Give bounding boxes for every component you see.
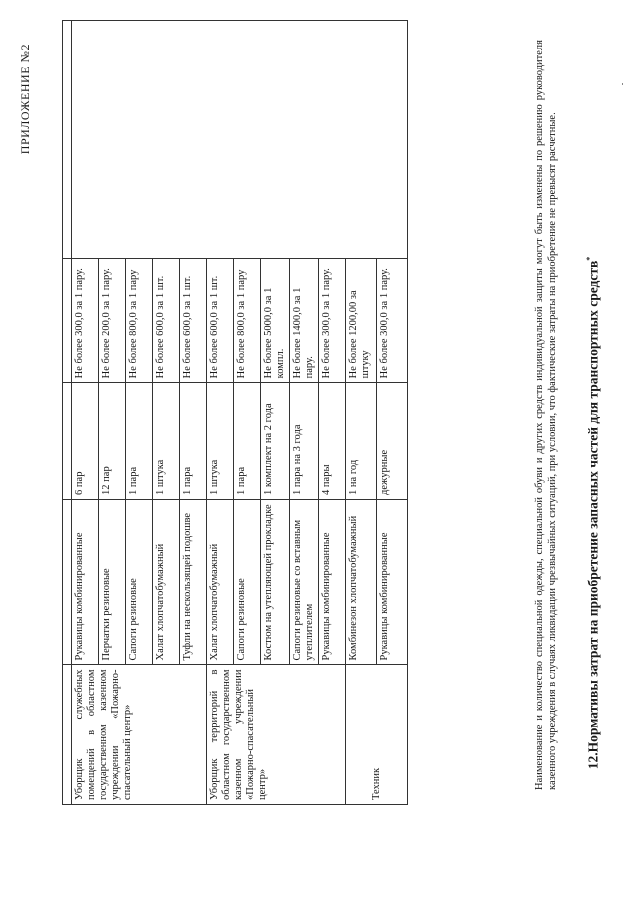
- quantity-cell: 1 пара: [126, 383, 153, 500]
- item-cell: Сапоги резиновые со вставным утеплителем: [290, 499, 319, 665]
- cost-cell: Не более 1400,0 за 1 пару.: [290, 259, 319, 383]
- item-cell: Рукавицы комбинированные: [72, 499, 99, 665]
- table-cell: [63, 21, 72, 259]
- footnote-mark: *: [585, 256, 594, 261]
- quantity-cell: 1 пара на 3 года: [290, 383, 319, 500]
- item-cell: Туфли на нескользящей подошве: [180, 499, 207, 665]
- quantity-cell: 1 штука: [153, 383, 180, 500]
- cost-cell: Не более 600,0 за 1 шт.: [180, 259, 207, 383]
- quantity-cell: 4 пары: [319, 383, 346, 500]
- empty-cell: [72, 21, 408, 259]
- footnote-text: Наименование и количество специальной одежды, специальной обуви и других средств индивидуальной защиты могут быть изменены по решению руководителя казенного учреждения в случаях ликвидации чрезвычайных ситуаций, при условии, что фактические затраты на приобретение не превысят расчетные.: [534, 40, 558, 790]
- item-cell: Перчатки резиновые: [99, 499, 126, 665]
- quantity-cell: 1 комплект на 2 года: [261, 383, 290, 500]
- cost-cell: Не более 200,0 за 1 пару.: [99, 259, 126, 383]
- quantity-cell: 1 штука: [207, 383, 234, 500]
- position-cell: Уборщик территорий в областном государственном казенном учреждении «Пожарно-спасательный центр»: [207, 665, 346, 805]
- quantity-cell: 1 пара: [234, 383, 261, 500]
- cost-cell: Не более 800,0 за 1 пару: [234, 259, 261, 383]
- quantity-cell: 12 пар: [99, 383, 126, 500]
- item-cell: Сапоги резиновые: [234, 499, 261, 665]
- table-cell: [63, 499, 72, 665]
- quantity-cell: 1 пара: [180, 383, 207, 500]
- table-header-row: [63, 21, 72, 805]
- norms-table: [62, 20, 408, 805]
- item-cell: Сапоги резиновые: [126, 499, 153, 665]
- appendix-label: ПРИЛОЖЕНИЕ №2: [18, 44, 32, 155]
- position-cell: Уборщик служебных помещений в областном государственном казенном учреждении «Пожарно-спасательный центр»: [72, 665, 207, 805]
- item-cell: Рукавицы комбинированные: [377, 499, 408, 665]
- footnote-paragraph: [533, 40, 559, 790]
- item-cell: Халат хлопчатобумажный: [207, 499, 234, 665]
- quantity-cell: дежурные: [377, 383, 408, 500]
- table-cell: [63, 259, 72, 383]
- table-row: [72, 21, 99, 805]
- item-cell: Халат хлопчатобумажный: [153, 499, 180, 665]
- item-cell: Костюм на утепляющей прокладке: [261, 499, 290, 665]
- section-heading-text: 12.Нормативы затрат на приобретение запасных частей для транспортных средств: [585, 260, 601, 770]
- cost-cell: Не более 300,0 за 1 пару.: [72, 259, 99, 383]
- quantity-cell: 1 на год: [346, 383, 377, 500]
- cost-cell: Не более 1200,00 за штуку: [346, 259, 377, 383]
- cost-cell: Не более 600,0 за 1 шт.: [153, 259, 180, 383]
- cost-cell: Не более 300,0 за 1 пару.: [377, 259, 408, 383]
- table-cell: [63, 383, 72, 500]
- cost-cell: Не более 5000,0 за 1 компл.: [261, 259, 290, 383]
- position-cell: Техник: [346, 665, 408, 805]
- quantity-cell: 6 пар: [72, 383, 99, 500]
- section-heading: [585, 233, 602, 793]
- cost-cell: Не более 800,0 за 1 пару: [126, 259, 153, 383]
- scan-mark: [622, 83, 623, 85]
- item-cell: Комбинезон хлопчатобумажный: [346, 499, 377, 665]
- cost-cell: Не более 300,0 за 1 пару.: [319, 259, 346, 383]
- table-cell: [63, 665, 72, 805]
- item-cell: Рукавицы комбинированные: [319, 499, 346, 665]
- cost-cell: Не более 600,0 за 1 шт.: [207, 259, 234, 383]
